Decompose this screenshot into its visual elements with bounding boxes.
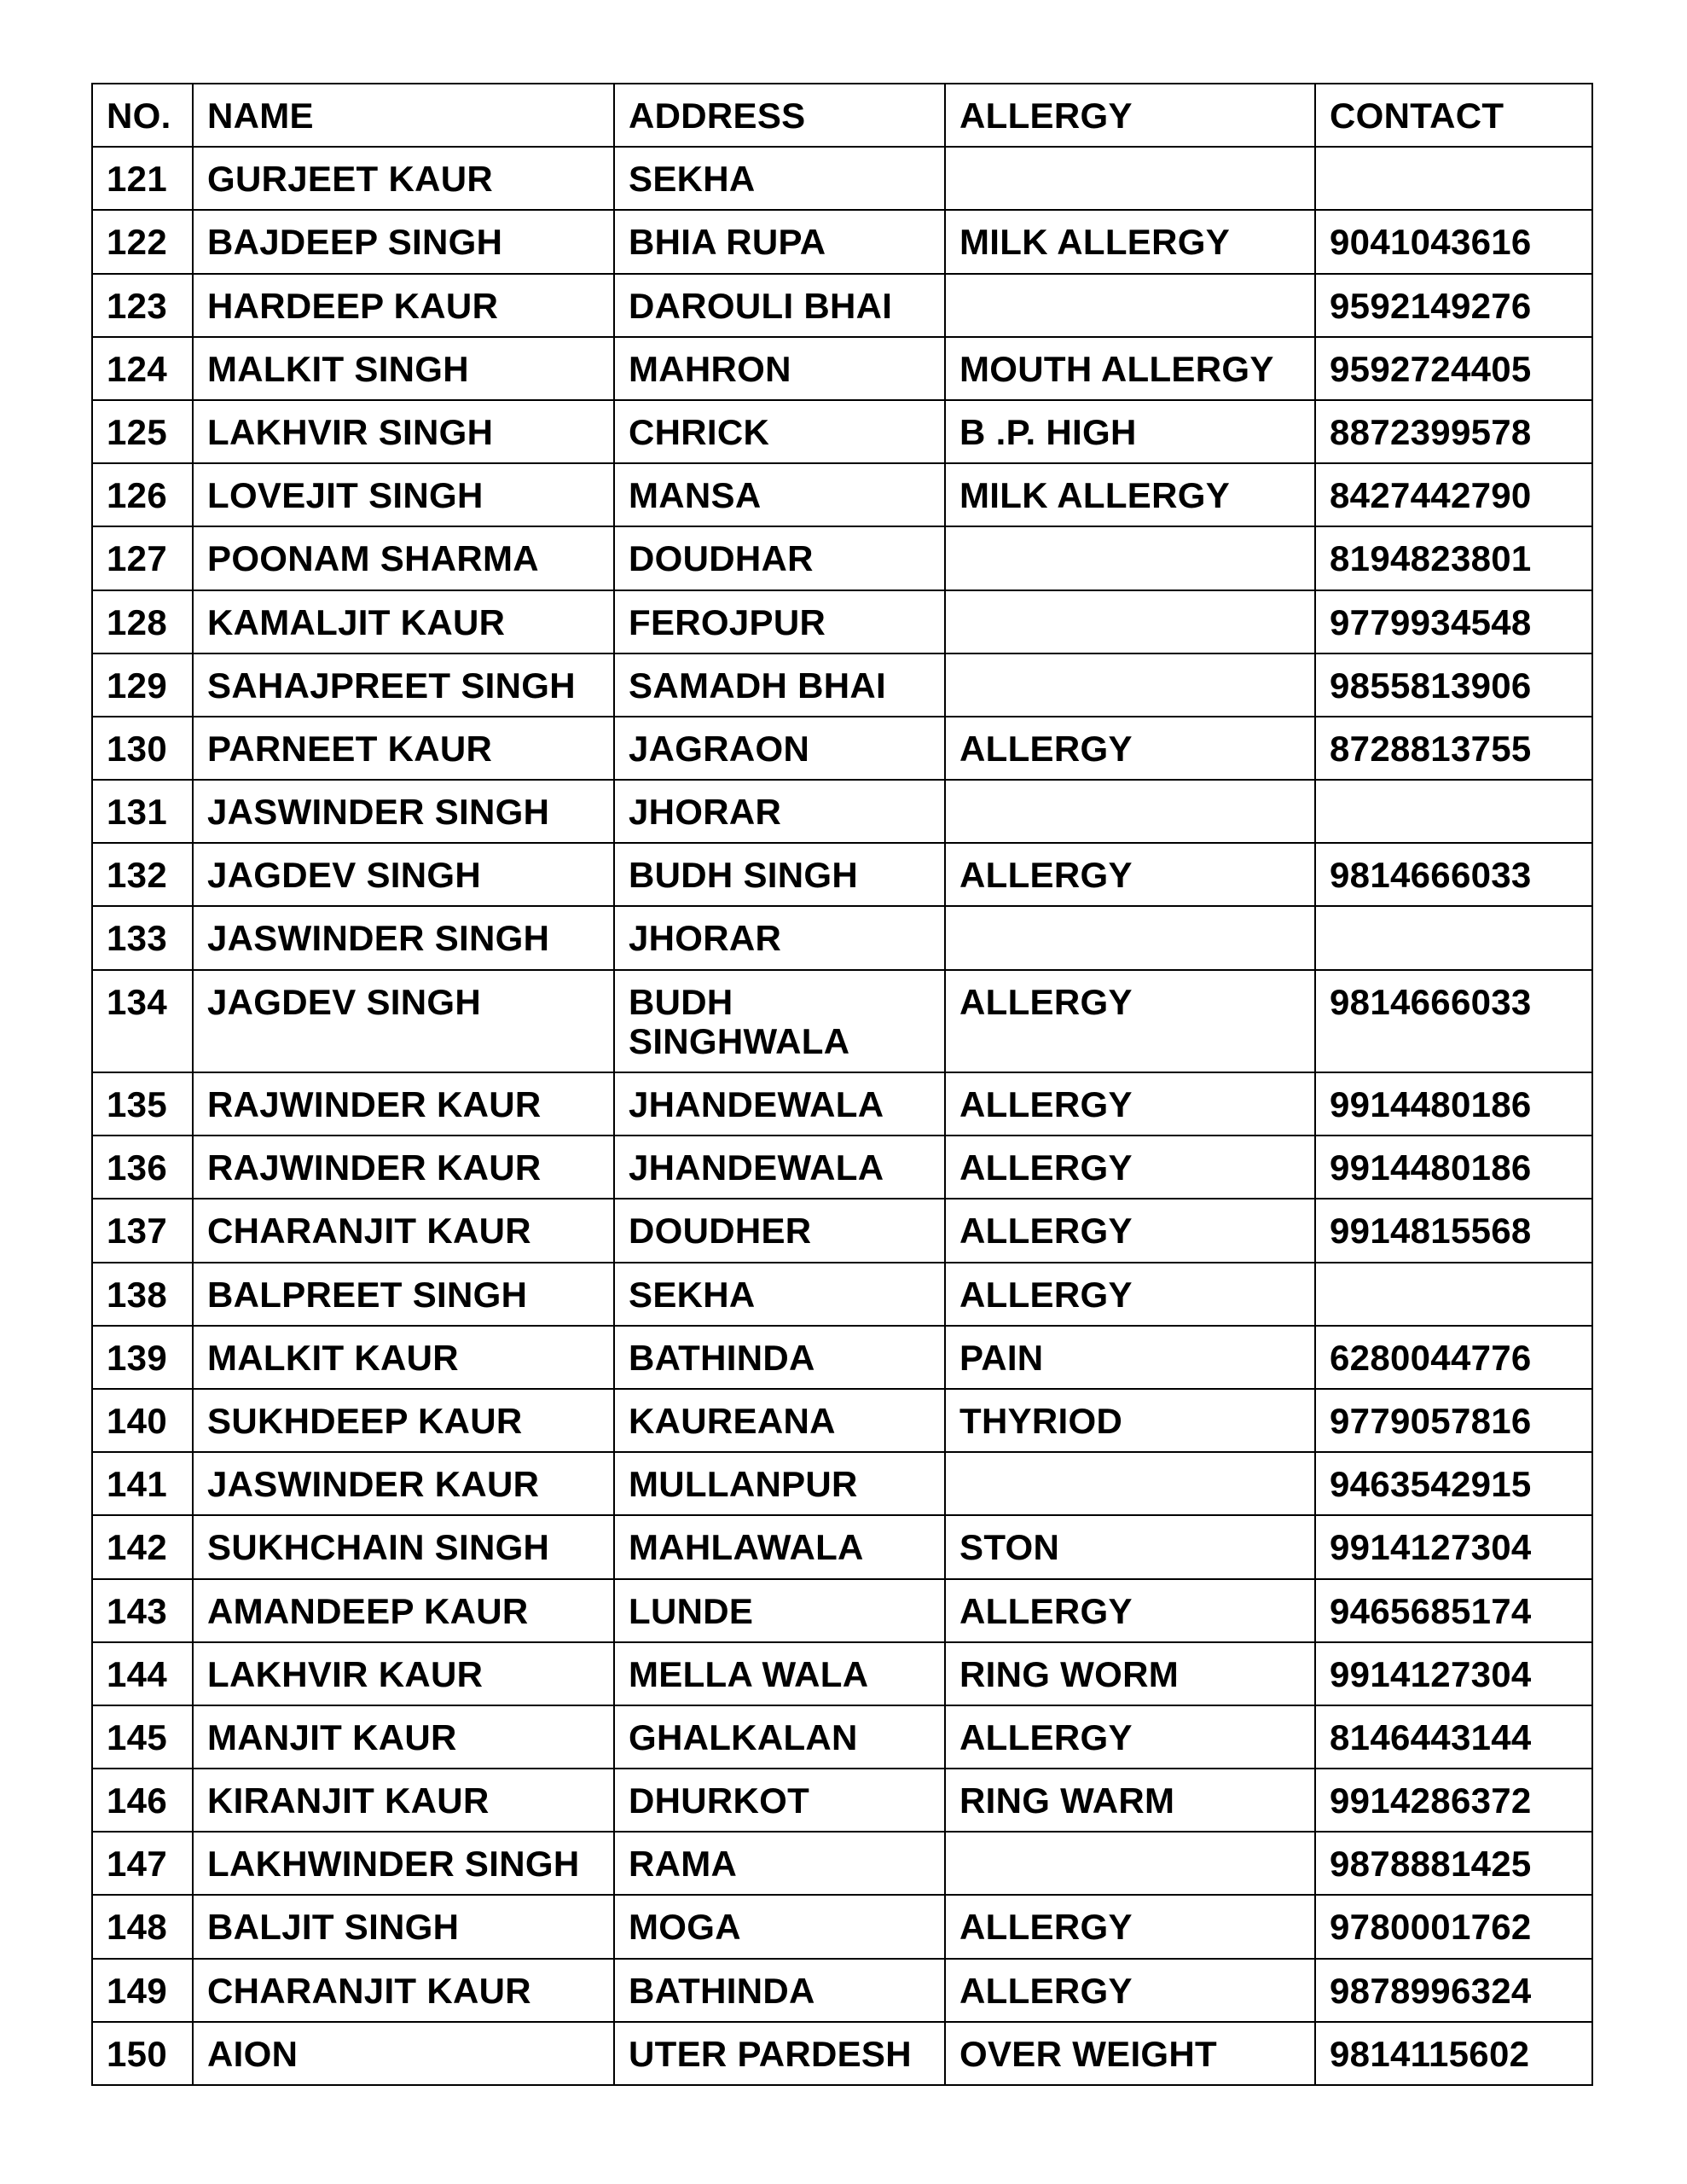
cell-contact: [1315, 906, 1592, 969]
cell-no: 125: [92, 400, 193, 463]
cell-contact: 9814666033: [1315, 843, 1592, 906]
cell-name: BAJDEEP SINGH: [193, 210, 614, 273]
cell-address: KAUREANA: [614, 1389, 945, 1452]
cell-name: BALJIT SINGH: [193, 1895, 614, 1958]
cell-allergy: ALLERGY: [945, 1705, 1315, 1769]
cell-allergy: ALLERGY: [945, 1263, 1315, 1326]
cell-name: POONAM SHARMA: [193, 526, 614, 590]
table-row: [92, 970, 1592, 1072]
cell-name: SAHAJPREET SINGH: [193, 653, 614, 717]
cell-contact: 9855813906: [1315, 653, 1592, 717]
header-name: NAME: [193, 84, 614, 147]
cell-address: JHORAR: [614, 906, 945, 969]
cell-name: JASWINDER SINGH: [193, 906, 614, 969]
table-row: [92, 717, 1592, 780]
table-row: [92, 1263, 1592, 1326]
table-row: [92, 653, 1592, 717]
cell-address: GHALKALAN: [614, 1705, 945, 1769]
cell-contact: 6280044776: [1315, 1326, 1592, 1389]
cell-no: 148: [92, 1895, 193, 1958]
cell-address: UTER PARDESH: [614, 2022, 945, 2085]
cell-name: JASWINDER KAUR: [193, 1452, 614, 1515]
cell-address: DOUDHER: [614, 1199, 945, 1262]
cell-no: 130: [92, 717, 193, 780]
cell-name: KAMALJIT KAUR: [193, 590, 614, 653]
cell-contact: 8728813755: [1315, 717, 1592, 780]
cell-no: 147: [92, 1832, 193, 1895]
cell-allergy: ALLERGY: [945, 1579, 1315, 1642]
cell-no: 149: [92, 1959, 193, 2022]
cell-contact: 9814115602: [1315, 2022, 1592, 2085]
cell-name: LAKHVIR KAUR: [193, 1642, 614, 1705]
cell-no: 140: [92, 1389, 193, 1452]
table-row: [92, 1705, 1592, 1769]
cell-no: 150: [92, 2022, 193, 2085]
cell-contact: 9914480186: [1315, 1136, 1592, 1199]
cell-no: 141: [92, 1452, 193, 1515]
cell-allergy: [945, 906, 1315, 969]
cell-address: JAGRAON: [614, 717, 945, 780]
table-row: [92, 147, 1592, 210]
cell-allergy: PAIN: [945, 1326, 1315, 1389]
cell-address: SEKHA: [614, 147, 945, 210]
cell-address: DAROULI BHAI: [614, 274, 945, 337]
cell-allergy: ALLERGY: [945, 1199, 1315, 1262]
cell-contact: 8194823801: [1315, 526, 1592, 590]
cell-address: BATHINDA: [614, 1326, 945, 1389]
cell-allergy: ALLERGY: [945, 717, 1315, 780]
table-row: [92, 337, 1592, 400]
cell-address: JHANDEWALA: [614, 1072, 945, 1136]
cell-name: BALPREET SINGH: [193, 1263, 614, 1326]
cell-no: 121: [92, 147, 193, 210]
cell-no: 143: [92, 1579, 193, 1642]
cell-name: LOVEJIT SINGH: [193, 463, 614, 526]
cell-name: MALKIT KAUR: [193, 1326, 614, 1389]
cell-name: AION: [193, 2022, 614, 2085]
cell-contact: 8427442790: [1315, 463, 1592, 526]
cell-address: RAMA: [614, 1832, 945, 1895]
cell-address: SEKHA: [614, 1263, 945, 1326]
table-row: [92, 843, 1592, 906]
cell-name: KIRANJIT KAUR: [193, 1769, 614, 1832]
cell-address: MULLANPUR: [614, 1452, 945, 1515]
cell-address: BHIA RUPA: [614, 210, 945, 273]
table-row: [92, 1642, 1592, 1705]
cell-contact: 9463542915: [1315, 1452, 1592, 1515]
cell-name: LAKHVIR SINGH: [193, 400, 614, 463]
header-contact: CONTACT: [1315, 84, 1592, 147]
cell-no: 144: [92, 1642, 193, 1705]
cell-address: MOGA: [614, 1895, 945, 1958]
table-row: [92, 210, 1592, 273]
cell-name: SUKHDEEP KAUR: [193, 1389, 614, 1452]
cell-name: RAJWINDER KAUR: [193, 1136, 614, 1199]
cell-allergy: THYRIOD: [945, 1389, 1315, 1452]
cell-contact: 9878996324: [1315, 1959, 1592, 2022]
cell-contact: 9914286372: [1315, 1769, 1592, 1832]
table-row: [92, 526, 1592, 590]
table-row: [92, 1199, 1592, 1262]
cell-allergy: [945, 1452, 1315, 1515]
table-row: [92, 274, 1592, 337]
cell-allergy: ALLERGY: [945, 1895, 1315, 1958]
table-row: [92, 1579, 1592, 1642]
cell-address: CHRICK: [614, 400, 945, 463]
cell-contact: 8146443144: [1315, 1705, 1592, 1769]
cell-allergy: MILK ALLERGY: [945, 210, 1315, 273]
table-body: [92, 147, 1592, 2085]
cell-no: 126: [92, 463, 193, 526]
cell-contact: 9914127304: [1315, 1515, 1592, 1578]
cell-allergy: ALLERGY: [945, 1959, 1315, 2022]
cell-contact: 9914480186: [1315, 1072, 1592, 1136]
cell-name: MANJIT KAUR: [193, 1705, 614, 1769]
cell-no: 134: [92, 970, 193, 1072]
cell-name: JAGDEV SINGH: [193, 843, 614, 906]
cell-name: LAKHWINDER SINGH: [193, 1832, 614, 1895]
cell-no: 131: [92, 780, 193, 843]
cell-allergy: [945, 274, 1315, 337]
cell-contact: 8872399578: [1315, 400, 1592, 463]
cell-contact: 9780001762: [1315, 1895, 1592, 1958]
cell-address: MAHLAWALA: [614, 1515, 945, 1578]
cell-name: CHARANJIT KAUR: [193, 1959, 614, 2022]
cell-address: LUNDE: [614, 1579, 945, 1642]
cell-address: MANSA: [614, 463, 945, 526]
cell-name: MALKIT SINGH: [193, 337, 614, 400]
cell-no: 139: [92, 1326, 193, 1389]
cell-contact: 9779934548: [1315, 590, 1592, 653]
cell-address: BUDH SINGHWALA: [614, 970, 945, 1072]
cell-allergy: RING WARM: [945, 1769, 1315, 1832]
cell-allergy: B .P. HIGH: [945, 400, 1315, 463]
cell-allergy: MILK ALLERGY: [945, 463, 1315, 526]
cell-name: RAJWINDER KAUR: [193, 1072, 614, 1136]
cell-allergy: [945, 590, 1315, 653]
cell-name: GURJEET KAUR: [193, 147, 614, 210]
cell-name: SUKHCHAIN SINGH: [193, 1515, 614, 1578]
table-row: [92, 1452, 1592, 1515]
cell-no: 133: [92, 906, 193, 969]
cell-address: DOUDHAR: [614, 526, 945, 590]
cell-contact: 9878881425: [1315, 1832, 1592, 1895]
cell-allergy: ALLERGY: [945, 843, 1315, 906]
cell-name: PARNEET KAUR: [193, 717, 614, 780]
header-address: ADDRESS: [614, 84, 945, 147]
cell-contact: 9779057816: [1315, 1389, 1592, 1452]
cell-contact: 9814666033: [1315, 970, 1592, 1072]
header-no: NO.: [92, 84, 193, 147]
header-allergy: ALLERGY: [945, 84, 1315, 147]
table-row: [92, 1769, 1592, 1832]
cell-allergy: MOUTH ALLERGY: [945, 337, 1315, 400]
table-row: [92, 1389, 1592, 1452]
cell-no: 127: [92, 526, 193, 590]
cell-allergy: [945, 147, 1315, 210]
cell-contact: 9592149276: [1315, 274, 1592, 337]
cell-name: JAGDEV SINGH: [193, 970, 614, 1072]
cell-name: HARDEEP KAUR: [193, 274, 614, 337]
cell-no: 122: [92, 210, 193, 273]
table-row: [92, 1072, 1592, 1136]
cell-address: DHURKOT: [614, 1769, 945, 1832]
cell-allergy: [945, 780, 1315, 843]
document-page: [91, 83, 1591, 2086]
cell-no: 145: [92, 1705, 193, 1769]
table-row: [92, 1326, 1592, 1389]
cell-no: 138: [92, 1263, 193, 1326]
table-row: [92, 780, 1592, 843]
patient-table: [91, 83, 1593, 2086]
cell-contact: 9914127304: [1315, 1642, 1592, 1705]
cell-no: 129: [92, 653, 193, 717]
cell-allergy: ALLERGY: [945, 1072, 1315, 1136]
cell-allergy: ALLERGY: [945, 970, 1315, 1072]
table-row: [92, 2022, 1592, 2085]
cell-address: FEROJPUR: [614, 590, 945, 653]
cell-no: 132: [92, 843, 193, 906]
cell-address: JHORAR: [614, 780, 945, 843]
cell-allergy: [945, 1832, 1315, 1895]
cell-allergy: RING WORM: [945, 1642, 1315, 1705]
cell-address: BUDH SINGH: [614, 843, 945, 906]
cell-name: AMANDEEP KAUR: [193, 1579, 614, 1642]
cell-allergy: [945, 653, 1315, 717]
cell-no: 146: [92, 1769, 193, 1832]
cell-no: 137: [92, 1199, 193, 1262]
cell-no: 136: [92, 1136, 193, 1199]
cell-allergy: OVER WEIGHT: [945, 2022, 1315, 2085]
cell-address: JHANDEWALA: [614, 1136, 945, 1199]
cell-contact: 9465685174: [1315, 1579, 1592, 1642]
cell-no: 135: [92, 1072, 193, 1136]
table-row: [92, 463, 1592, 526]
cell-name: CHARANJIT KAUR: [193, 1199, 614, 1262]
cell-contact: [1315, 147, 1592, 210]
cell-allergy: ALLERGY: [945, 1136, 1315, 1199]
table-row: [92, 906, 1592, 969]
table-row: [92, 1895, 1592, 1958]
cell-contact: 9041043616: [1315, 210, 1592, 273]
cell-contact: 9914815568: [1315, 1199, 1592, 1262]
cell-address: MAHRON: [614, 337, 945, 400]
cell-contact: [1315, 1263, 1592, 1326]
cell-contact: [1315, 780, 1592, 843]
cell-address: BATHINDA: [614, 1959, 945, 2022]
cell-allergy: [945, 526, 1315, 590]
cell-no: 142: [92, 1515, 193, 1578]
table-row: [92, 400, 1592, 463]
table-row: [92, 1515, 1592, 1578]
cell-contact: 9592724405: [1315, 337, 1592, 400]
cell-no: 123: [92, 274, 193, 337]
table-header-row: [92, 84, 1592, 147]
cell-address: SAMADH BHAI: [614, 653, 945, 717]
cell-allergy: STON: [945, 1515, 1315, 1578]
table-row: [92, 1959, 1592, 2022]
table-row: [92, 1136, 1592, 1199]
cell-name: JASWINDER SINGH: [193, 780, 614, 843]
cell-address: MELLA WALA: [614, 1642, 945, 1705]
table-row: [92, 1832, 1592, 1895]
cell-no: 124: [92, 337, 193, 400]
cell-no: 128: [92, 590, 193, 653]
table-row: [92, 590, 1592, 653]
